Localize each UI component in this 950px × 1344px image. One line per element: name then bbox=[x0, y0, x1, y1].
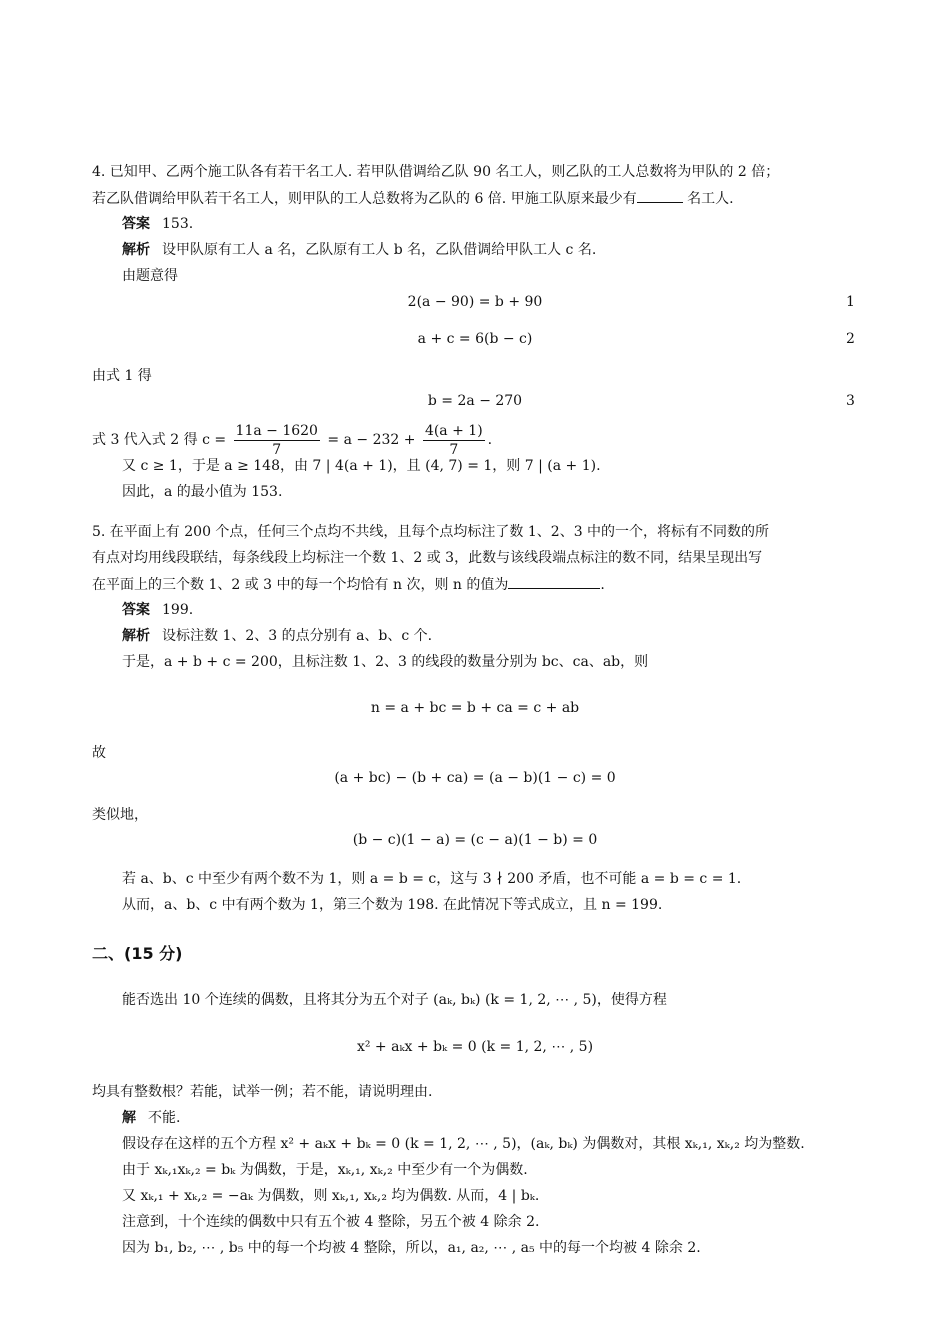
q5-equation-2: (a + bc) − (b + ca) = (a − b)(1 − c) = 0 bbox=[334, 770, 616, 786]
q4-fraction-2-denominator: 7 bbox=[449, 441, 459, 458]
sec2-text-line: 注意到，十个连续的偶数中只有五个被 4 整除，另五个被 4 除余 2. bbox=[122, 1214, 540, 1230]
q4-analysis-label: 解析 bbox=[122, 242, 150, 258]
q4-text-line: 又 c ≥ 1，于是 a ≥ 148，由 7 | 4(a + 1)，且 (4, 7) = 1，则 7 | (a + 1). bbox=[122, 458, 601, 474]
q4-stem-line2 bbox=[92, 188, 734, 209]
sec2-equation: x² + aₖx + bₖ = 0 (k = 1, 2, ⋯ , 5) bbox=[356, 1039, 594, 1055]
q4-fraction-2 bbox=[423, 422, 485, 459]
q4-analysis-text: 设甲队原有工人 a 名，乙队原有工人 b 名，乙队借调给甲队工人 c 名. bbox=[162, 242, 597, 258]
q5-answer-line bbox=[122, 600, 193, 620]
q4-fraction-2-numerator: 4(a + 1) bbox=[424, 422, 483, 439]
sec2-text-line: 因为 b₁, b₂, ⋯ , b₅ 中的每一个均被 4 整除，所以，a₁, a₂, ⋯ , a₅ 中的每一个均被 4 除余 2. bbox=[122, 1240, 701, 1256]
q5-analysis-label: 解析 bbox=[122, 628, 150, 644]
q4-equation-2: a + c = 6(b − c) bbox=[417, 331, 533, 347]
q4-fraction-1 bbox=[234, 422, 320, 459]
q5-stem-tail: . bbox=[600, 577, 605, 593]
q4-text-line: 因此，a 的最小值为 153. bbox=[122, 484, 283, 500]
q4-answer-value: 153. bbox=[162, 216, 194, 232]
q5-equation-3: (b − c)(1 − a) = (c − a)(1 − b) = 0 bbox=[352, 832, 598, 848]
sec2-text-line: 又 xₖ,₁ + xₖ,₂ = −aₖ 为偶数，则 xₖ,₁, xₖ,₂ 均为偶数. 从而，4 | bₖ. bbox=[122, 1188, 540, 1204]
q4-answer-line bbox=[122, 214, 193, 234]
q4-substitution-line bbox=[92, 420, 492, 460]
q4-sub-prefix: 式 3 代入式 2 得 c = bbox=[92, 432, 227, 448]
sec2-solution-label: 解 bbox=[122, 1110, 136, 1126]
q5-analysis-text: 设标注数 1、2、3 的点分别有 a、b、c 个. bbox=[162, 628, 433, 644]
q5-analysis-line bbox=[122, 626, 432, 646]
q4-answer-blank bbox=[637, 188, 683, 203]
q4-fraction-1-denominator: 7 bbox=[272, 441, 282, 458]
q5-stem-line1: 5. 在平面上有 200 个点，任何三个点均不共线，且每个点均标注了数 1、2、3 中的一个，将标有不同数的所 bbox=[92, 524, 770, 540]
sec2-text-line: 假设存在这样的五个方程 x² + aₖx + bₖ = 0 (k = 1, 2, ⋯ , 5)，(aₖ, bₖ) 为偶数对，其根 xₖ,₁, xₖ,₂ 均为整数. bbox=[122, 1136, 805, 1152]
q4-stem-line1: 4. 已知甲、乙两个施工队各有若干名工人. 若甲队借调给乙队 90 名工人，则乙队的工人总数将为甲队的 2 倍； bbox=[92, 164, 780, 180]
q4-fraction-1-numerator: 11a − 1620 bbox=[235, 422, 318, 439]
q4-equation-2-number: 2 bbox=[846, 331, 855, 347]
q4-equation-3-number: 3 bbox=[846, 393, 855, 409]
q4-equation-1-number: 1 bbox=[846, 294, 855, 310]
q5-text-line: 若 a、b、c 中至少有两个数不为 1，则 a = b = c，这与 3 ∤ 200 矛盾，也不可能 a = b = c = 1. bbox=[122, 871, 742, 887]
q5-stem-line2: 有点对均用线段联结，每条线段上均标注一个数 1、2 或 3，此数与该线段端点标注的数不同，结果呈现出写 bbox=[92, 550, 763, 566]
q5-stem-text: 在平面上的三个数 1、2 或 3 中的每一个均恰有 n 次，则 n 的值为 bbox=[92, 577, 509, 593]
q5-text-line: 于是，a + b + c = 200，且标注数 1、2、3 的线段的数量分别为 bc、ca、ab，则 bbox=[122, 654, 649, 670]
q5-answer-value: 199. bbox=[162, 602, 194, 618]
q5-text-line: 故 bbox=[92, 745, 106, 761]
q5-equation-1: n = a + bc = b + ca = c + ab bbox=[370, 700, 580, 716]
q4-sub-mid: = a − 232 + bbox=[327, 432, 416, 448]
q4-stem-text: 若乙队借调给甲队若干名工人，则甲队的工人总数将为乙队的 6 倍. 甲施工队原来最少有 bbox=[92, 191, 637, 207]
section-2-heading: 二、(15 分) bbox=[92, 944, 183, 963]
q5-text-line: 从而，a、b、c 中有两个数为 1，第三个数为 198. 在此情况下等式成立，且 n = 199. bbox=[122, 897, 663, 913]
q5-answer-label: 答案 bbox=[122, 602, 150, 618]
sec2-solution-text: 不能. bbox=[148, 1110, 181, 1126]
q4-text-line: 由式 1 得 bbox=[92, 368, 152, 384]
sec2-stem-line2: 均具有整数根？若能，试举一例；若不能，请说明理由. bbox=[92, 1084, 433, 1100]
q4-analysis-line bbox=[122, 240, 596, 260]
q4-text-line: 由题意得 bbox=[122, 268, 178, 284]
q4-sub-end: . bbox=[487, 432, 493, 448]
q4-equation-1: 2(a − 90) = b + 90 bbox=[407, 294, 543, 310]
q5-answer-blank bbox=[508, 574, 600, 589]
sec2-solution-line bbox=[122, 1108, 180, 1128]
sec2-text-line: 由于 xₖ,₁xₖ,₂ = bₖ 为偶数，于是，xₖ,₁, xₖ,₂ 中至少有一个为偶数. bbox=[122, 1162, 528, 1178]
q4-answer-label: 答案 bbox=[122, 216, 150, 232]
q5-stem-line3 bbox=[92, 574, 605, 595]
sec2-stem: 能否选出 10 个连续的偶数，且将其分为五个对子 (aₖ, bₖ) (k = 1, 2, ⋯ , 5)，使得方程 bbox=[122, 992, 667, 1008]
q4-stem-tail: 名工人. bbox=[682, 191, 734, 207]
q4-equation-3: b = 2a − 270 bbox=[427, 393, 523, 409]
q5-text-line: 类似地， bbox=[92, 807, 148, 823]
